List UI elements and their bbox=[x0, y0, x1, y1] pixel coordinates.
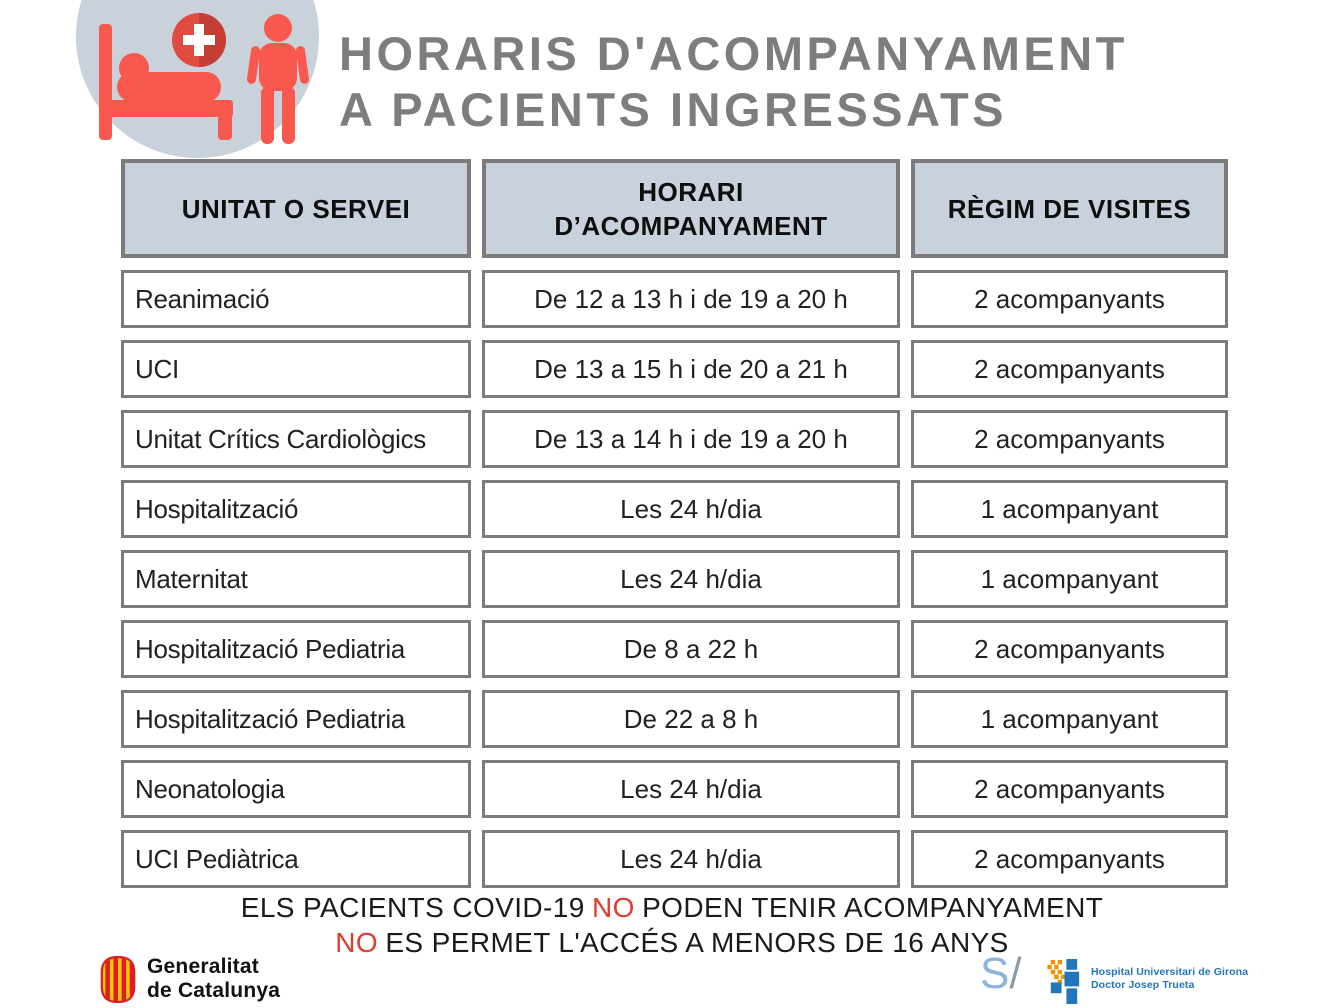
regime-cell: 1 acompanyant bbox=[911, 690, 1228, 748]
schedule-cell: Les 24 h/dia bbox=[482, 760, 900, 818]
unit-cell: Maternitat bbox=[121, 550, 471, 608]
unit-cell: Neonatologia bbox=[121, 760, 471, 818]
restriction-notes bbox=[0, 890, 1344, 960]
column-header-schedule: HORARI D’ACOMPANYAMENT bbox=[482, 159, 900, 258]
schedule-cell: De 13 a 15 h i de 20 a 21 h bbox=[482, 340, 900, 398]
regime-cell: 1 acompanyant bbox=[911, 550, 1228, 608]
generalitat-wordmark: Generalitat de Catalunya bbox=[147, 955, 281, 1002]
covid-note: ELS PACIENTS COVID-19 NO PODEN TENIR ACOMPANYAMENT bbox=[240, 892, 1104, 923]
regime-cell: 1 acompanyant bbox=[911, 480, 1228, 538]
regime-cell: 2 acompanyants bbox=[911, 410, 1228, 468]
schedule-cell: Les 24 h/dia bbox=[482, 550, 900, 608]
regime-cell: 2 acompanyants bbox=[911, 270, 1228, 328]
regime-cell: 2 acompanyants bbox=[911, 830, 1228, 888]
hospital-wordmark: Hospital Universitari de Girona Doctor Josep Trueta bbox=[1091, 966, 1249, 991]
unit-cell: Hospitalització bbox=[121, 480, 471, 538]
unit-cell: Hospitalització Pediatria bbox=[121, 690, 471, 748]
unit-cell: UCI Pediàtrica bbox=[121, 830, 471, 888]
regime-cell: 2 acompanyants bbox=[911, 340, 1228, 398]
unit-cell: Unitat Crítics Cardiològics bbox=[121, 410, 471, 468]
schedule-cell: Les 24 h/dia bbox=[482, 480, 900, 538]
schedule-cell: Les 24 h/dia bbox=[482, 830, 900, 888]
unit-cell: Hospitalització Pediatria bbox=[121, 620, 471, 678]
unit-cell: Reanimació bbox=[121, 270, 471, 328]
unit-cell: UCI bbox=[121, 340, 471, 398]
page-title-line1: HORARIS D'ACOMPANYAMENT bbox=[339, 27, 1128, 80]
generalitat-logo bbox=[100, 955, 280, 1003]
no-emphasis: NO bbox=[592, 892, 635, 923]
schedule-cell: De 8 a 22 h bbox=[482, 620, 900, 678]
column-header-regime: RÈGIM DE VISITES bbox=[911, 159, 1228, 258]
column-header-unit: UNITAT O SERVEI bbox=[121, 159, 471, 258]
regime-cell: 2 acompanyants bbox=[911, 760, 1228, 818]
salut-logo: S/ bbox=[980, 949, 1022, 998]
visiting-hours-table bbox=[121, 159, 1228, 888]
hospital-logo bbox=[1045, 959, 1248, 1004]
minors-note: NO ES PERMET L'ACCÉS A MENORS DE 16 ANYS bbox=[335, 927, 1009, 958]
patient-bed-companion-icon bbox=[97, 12, 309, 147]
page-title-line2: A PACIENTS INGRESSATS bbox=[339, 83, 1008, 136]
page-title bbox=[339, 26, 1128, 138]
hospital-trueta-icon bbox=[1045, 959, 1082, 1004]
schedule-cell: De 12 a 13 h i de 19 a 20 h bbox=[482, 270, 900, 328]
senyera-shield-icon bbox=[100, 956, 136, 1003]
medical-cross-icon bbox=[172, 13, 226, 67]
regime-cell: 2 acompanyants bbox=[911, 620, 1228, 678]
schedule-cell: De 13 a 14 h i de 19 a 20 h bbox=[482, 410, 900, 468]
no-emphasis: NO bbox=[335, 927, 379, 958]
schedule-cell: De 22 a 8 h bbox=[482, 690, 900, 748]
